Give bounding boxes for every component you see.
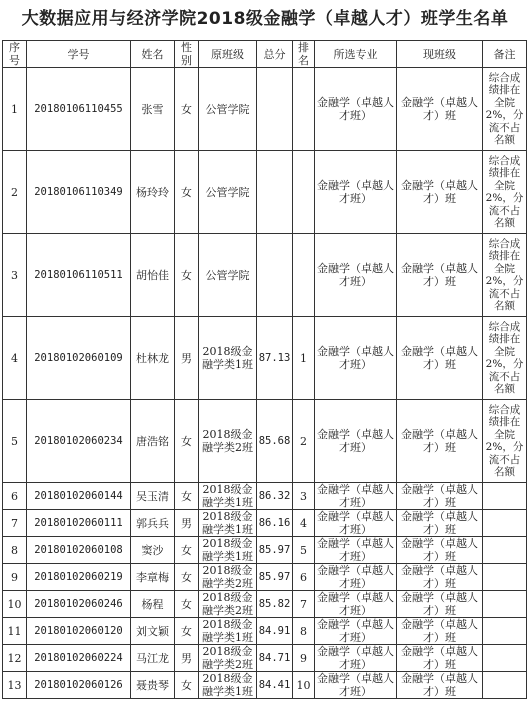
table-row bbox=[3, 151, 527, 234]
cell-major: 金融学（卓越人才班） bbox=[315, 151, 397, 234]
cell-score: 85.97 bbox=[257, 564, 293, 591]
cell-cur-class: 金融学（卓越人才）班 bbox=[397, 564, 483, 591]
cell-orig-class: 2018级金融学类1班 bbox=[199, 672, 257, 699]
cell-no: 8 bbox=[3, 537, 27, 564]
table-row bbox=[3, 234, 527, 317]
cell-rank: 2 bbox=[293, 400, 315, 483]
cell-student-id: 20180102060111 bbox=[27, 510, 131, 537]
cell-no: 10 bbox=[3, 591, 27, 618]
cell-score: 85.68 bbox=[257, 400, 293, 483]
cell-rank: 6 bbox=[293, 564, 315, 591]
cell-orig-class: 2018级金融学类2班 bbox=[199, 645, 257, 672]
cell-name: 窦沙 bbox=[131, 537, 175, 564]
cell-no: 5 bbox=[3, 400, 27, 483]
cell-orig-class: 2018级金融学类1班 bbox=[199, 618, 257, 645]
cell-orig-class: 公管学院 bbox=[199, 234, 257, 317]
cell-cur-class: 金融学（卓越人才）班 bbox=[397, 234, 483, 317]
cell-score: 84.41 bbox=[257, 672, 293, 699]
cell-major: 金融学（卓越人才班） bbox=[315, 672, 397, 699]
table-row bbox=[3, 591, 527, 618]
cell-student-id: 20180106110511 bbox=[27, 234, 131, 317]
cell-no: 6 bbox=[3, 483, 27, 510]
cell-score: 84.71 bbox=[257, 645, 293, 672]
table-row bbox=[3, 672, 527, 699]
cell-major: 金融学（卓越人才班） bbox=[315, 317, 397, 400]
cell-score bbox=[257, 151, 293, 234]
cell-major: 金融学（卓越人才班） bbox=[315, 68, 397, 151]
cell-name: 刘文颖 bbox=[131, 618, 175, 645]
table-row bbox=[3, 400, 527, 483]
cell-student-id: 20180102060108 bbox=[27, 537, 131, 564]
cell-cur-class: 金融学（卓越人才）班 bbox=[397, 618, 483, 645]
cell-rank: 4 bbox=[293, 510, 315, 537]
cell-note: 综合成绩排在全院2%，分流不占名额 bbox=[483, 68, 527, 151]
cell-cur-class: 金融学（卓越人才）班 bbox=[397, 645, 483, 672]
cell-orig-class: 2018级金融学类1班 bbox=[199, 317, 257, 400]
cell-name: 马江龙 bbox=[131, 645, 175, 672]
cell-orig-class: 2018级金融学类2班 bbox=[199, 564, 257, 591]
cell-cur-class: 金融学（卓越人才）班 bbox=[397, 68, 483, 151]
cell-no: 13 bbox=[3, 672, 27, 699]
cell-name: 吴玉清 bbox=[131, 483, 175, 510]
cell-orig-class: 2018级金融学类1班 bbox=[199, 537, 257, 564]
cell-major: 金融学（卓越人才班） bbox=[315, 591, 397, 618]
cell-rank: 7 bbox=[293, 591, 315, 618]
cell-gender: 女 bbox=[175, 591, 199, 618]
cell-gender: 女 bbox=[175, 618, 199, 645]
cell-name: 聂贵琴 bbox=[131, 672, 175, 699]
cell-gender: 男 bbox=[175, 510, 199, 537]
cell-student-id: 20180102060219 bbox=[27, 564, 131, 591]
cell-name: 李章梅 bbox=[131, 564, 175, 591]
cell-gender: 女 bbox=[175, 151, 199, 234]
cell-note: 综合成绩排在全院2%，分流不占名额 bbox=[483, 234, 527, 317]
cell-name: 唐浩铭 bbox=[131, 400, 175, 483]
cell-rank bbox=[293, 68, 315, 151]
header-score: 总分 bbox=[257, 41, 293, 68]
cell-score: 87.13 bbox=[257, 317, 293, 400]
cell-no: 4 bbox=[3, 317, 27, 400]
table-row bbox=[3, 537, 527, 564]
cell-gender: 女 bbox=[175, 483, 199, 510]
cell-orig-class: 2018级金融学类1班 bbox=[199, 483, 257, 510]
cell-student-id: 20180106110349 bbox=[27, 151, 131, 234]
cell-score: 85.97 bbox=[257, 537, 293, 564]
cell-cur-class: 金融学（卓越人才）班 bbox=[397, 672, 483, 699]
cell-gender: 男 bbox=[175, 645, 199, 672]
cell-note bbox=[483, 537, 527, 564]
cell-no: 11 bbox=[3, 618, 27, 645]
cell-no: 3 bbox=[3, 234, 27, 317]
cell-note: 综合成绩排在全院2%，分流不占名额 bbox=[483, 400, 527, 483]
cell-major: 金融学（卓越人才班） bbox=[315, 400, 397, 483]
cell-student-id: 20180102060144 bbox=[27, 483, 131, 510]
cell-major: 金融学（卓越人才班） bbox=[315, 234, 397, 317]
cell-cur-class: 金融学（卓越人才）班 bbox=[397, 483, 483, 510]
cell-cur-class: 金融学（卓越人才）班 bbox=[397, 317, 483, 400]
cell-score: 86.32 bbox=[257, 483, 293, 510]
cell-gender: 女 bbox=[175, 564, 199, 591]
cell-note bbox=[483, 618, 527, 645]
cell-rank: 8 bbox=[293, 618, 315, 645]
cell-rank: 3 bbox=[293, 483, 315, 510]
cell-name: 杨程 bbox=[131, 591, 175, 618]
cell-major: 金融学（卓越人才班） bbox=[315, 537, 397, 564]
table-row bbox=[3, 618, 527, 645]
cell-student-id: 20180102060109 bbox=[27, 317, 131, 400]
cell-name: 胡怡佳 bbox=[131, 234, 175, 317]
table-row bbox=[3, 483, 527, 510]
cell-rank: 1 bbox=[293, 317, 315, 400]
cell-gender: 女 bbox=[175, 400, 199, 483]
cell-gender: 女 bbox=[175, 68, 199, 151]
cell-rank: 9 bbox=[293, 645, 315, 672]
cell-rank bbox=[293, 234, 315, 317]
cell-note bbox=[483, 591, 527, 618]
table-row bbox=[3, 564, 527, 591]
cell-major: 金融学（卓越人才班） bbox=[315, 510, 397, 537]
header-orig-class: 原班级 bbox=[199, 41, 257, 68]
cell-orig-class: 公管学院 bbox=[199, 68, 257, 151]
cell-note bbox=[483, 645, 527, 672]
cell-gender: 男 bbox=[175, 317, 199, 400]
cell-note bbox=[483, 672, 527, 699]
cell-major: 金融学（卓越人才班） bbox=[315, 618, 397, 645]
cell-major: 金融学（卓越人才班） bbox=[315, 645, 397, 672]
header-gender: 性别 bbox=[175, 41, 199, 68]
header-name: 姓名 bbox=[131, 41, 175, 68]
cell-gender: 女 bbox=[175, 537, 199, 564]
cell-major: 金融学（卓越人才班） bbox=[315, 564, 397, 591]
cell-orig-class: 2018级金融学类1班 bbox=[199, 510, 257, 537]
table-row bbox=[3, 68, 527, 151]
header-rank: 排名 bbox=[293, 41, 315, 68]
header-cur-class: 现班级 bbox=[397, 41, 483, 68]
cell-score: 86.16 bbox=[257, 510, 293, 537]
cell-gender: 女 bbox=[175, 672, 199, 699]
page-title: 大数据应用与经济学院2018级金融学（卓越人才）班学生名单 bbox=[21, 9, 509, 29]
cell-no: 1 bbox=[3, 68, 27, 151]
cell-student-id: 20180102060224 bbox=[27, 645, 131, 672]
cell-name: 杨玲玲 bbox=[131, 151, 175, 234]
header-no: 序号 bbox=[3, 41, 27, 68]
cell-score: 85.82 bbox=[257, 591, 293, 618]
cell-cur-class: 金融学（卓越人才）班 bbox=[397, 151, 483, 234]
table-header-row bbox=[3, 41, 527, 68]
cell-note bbox=[483, 564, 527, 591]
cell-note: 综合成绩排在全院2%，分流不占名额 bbox=[483, 151, 527, 234]
cell-cur-class: 金融学（卓越人才）班 bbox=[397, 510, 483, 537]
cell-no: 9 bbox=[3, 564, 27, 591]
cell-student-id: 20180102060246 bbox=[27, 591, 131, 618]
cell-cur-class: 金融学（卓越人才）班 bbox=[397, 591, 483, 618]
header-major: 所选专业 bbox=[315, 41, 397, 68]
cell-rank: 5 bbox=[293, 537, 315, 564]
cell-score bbox=[257, 234, 293, 317]
cell-cur-class: 金融学（卓越人才）班 bbox=[397, 400, 483, 483]
cell-orig-class: 公管学院 bbox=[199, 151, 257, 234]
cell-student-id: 20180106110455 bbox=[27, 68, 131, 151]
student-table bbox=[2, 40, 527, 699]
cell-score bbox=[257, 68, 293, 151]
cell-orig-class: 2018级金融学类2班 bbox=[199, 400, 257, 483]
header-id: 学号 bbox=[27, 41, 131, 68]
cell-note bbox=[483, 483, 527, 510]
cell-name: 张雪 bbox=[131, 68, 175, 151]
cell-note: 综合成绩排在全院2%，分流不占名额 bbox=[483, 317, 527, 400]
cell-major: 金融学（卓越人才班） bbox=[315, 483, 397, 510]
cell-student-id: 20180102060120 bbox=[27, 618, 131, 645]
table-row bbox=[3, 645, 527, 672]
cell-name: 郭兵兵 bbox=[131, 510, 175, 537]
cell-rank: 10 bbox=[293, 672, 315, 699]
cell-no: 12 bbox=[3, 645, 27, 672]
cell-student-id: 20180102060126 bbox=[27, 672, 131, 699]
cell-score: 84.91 bbox=[257, 618, 293, 645]
cell-no: 2 bbox=[3, 151, 27, 234]
cell-student-id: 20180102060234 bbox=[27, 400, 131, 483]
cell-no: 7 bbox=[3, 510, 27, 537]
cell-name: 杜林龙 bbox=[131, 317, 175, 400]
cell-cur-class: 金融学（卓越人才）班 bbox=[397, 537, 483, 564]
cell-note bbox=[483, 510, 527, 537]
cell-gender: 女 bbox=[175, 234, 199, 317]
cell-rank bbox=[293, 151, 315, 234]
table-row bbox=[3, 317, 527, 400]
cell-orig-class: 2018级金融学类2班 bbox=[199, 591, 257, 618]
header-note: 备注 bbox=[483, 41, 527, 68]
table-row bbox=[3, 510, 527, 537]
